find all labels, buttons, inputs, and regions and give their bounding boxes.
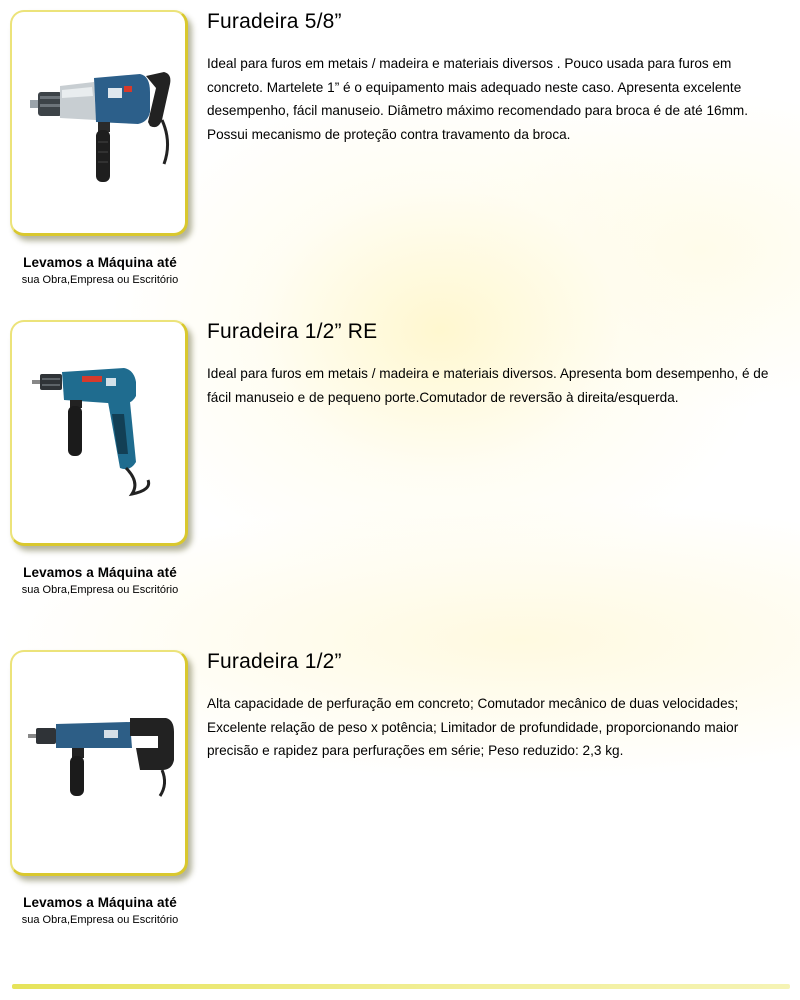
- caption-line-1: Levamos a Máquina até: [23, 565, 177, 580]
- product-item: [0, 650, 800, 950]
- product-item: [0, 320, 800, 620]
- caption-line-1: Levamos a Máquina até: [23, 895, 177, 910]
- product-description: Alta capacidade de perfuração em concreto; Comutador mecânico de duas velocidades; Excelente relação de peso x potência; Limitador de profundidade, proporcionando maior precisão e rapidez para perfurações em série; Peso reduzido: 2,3 kg.: [207, 696, 739, 758]
- product-title: Furadeira 1/2” RE: [207, 320, 378, 343]
- product-description: Ideal para furos em metais / madeira e materiais diversos. Apresenta bom desempenho, é de fácil manuseio e de pequeno porte.Comutador de reversão à direita/esquerda.: [207, 366, 769, 405]
- product-image-card[interactable]: [10, 10, 188, 236]
- product-title: Furadeira 5/8”: [207, 10, 342, 33]
- product-image-card[interactable]: [10, 320, 188, 546]
- delivery-caption: [0, 255, 200, 286]
- product-item: [0, 10, 800, 310]
- drill-icon: [12, 652, 186, 874]
- delivery-caption: [0, 565, 200, 596]
- product-description: Ideal para furos em metais / madeira e materiais diversos . Pouco usada para furos em concreto. Martelete 1” é o equipamento mais adequado neste caso. Apresenta excelente desempenho, fácil manuseio. Diâmetro máximo recomendado para broca é de até 16mm. Possui mecanismo de proteção contra travamento da broca.: [207, 56, 749, 142]
- caption-line-2: sua Obra,Empresa ou Escritório: [21, 274, 179, 286]
- drill-icon: [12, 322, 186, 544]
- caption-line-2: sua Obra,Empresa ou Escritório: [21, 584, 179, 596]
- drill-icon: [12, 12, 186, 234]
- caption-line-1: Levamos a Máquina até: [23, 255, 177, 270]
- product-title: Furadeira 1/2”: [207, 650, 342, 673]
- product-image-card[interactable]: [10, 650, 188, 876]
- caption-line-2: sua Obra,Empresa ou Escritório: [21, 914, 179, 926]
- delivery-caption: [0, 895, 200, 926]
- bottom-divider: [12, 984, 790, 989]
